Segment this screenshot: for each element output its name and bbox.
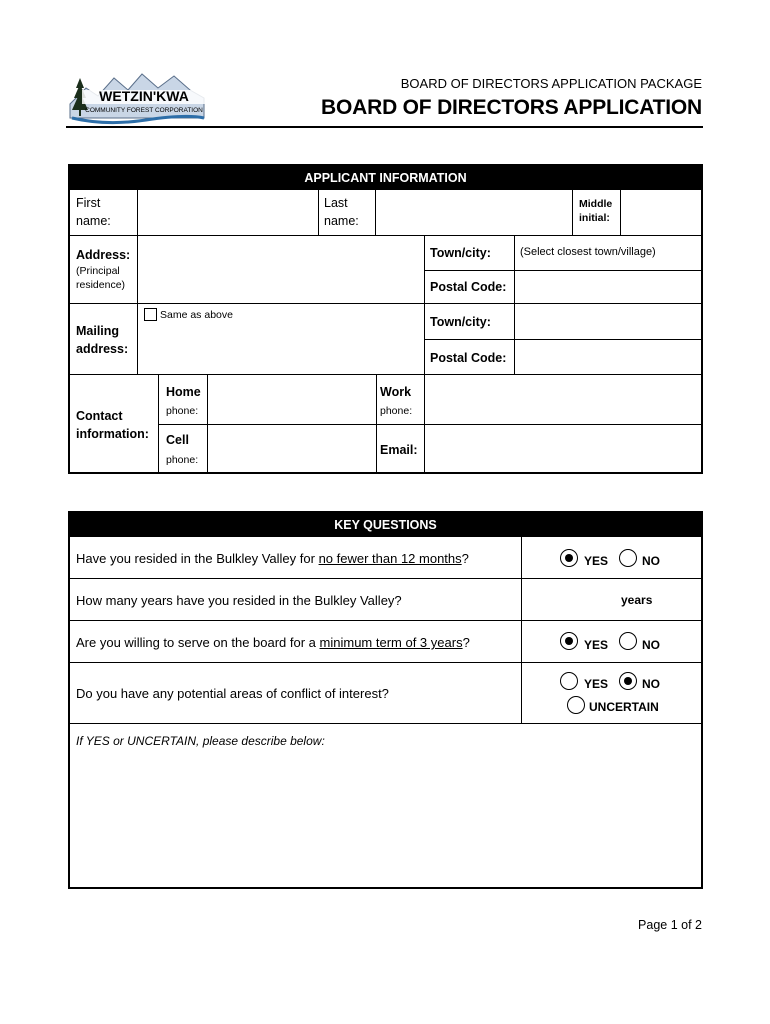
cell-phone-field[interactable] [208, 425, 375, 472]
town-city-label: Town/city: [430, 246, 491, 260]
divider [70, 620, 701, 621]
q1-no-label: NO [642, 554, 660, 568]
logo-subtitle: COMMUNITY FOREST CORPORATION [85, 107, 203, 114]
work-phone-label: Work [380, 385, 412, 399]
q4-no-label: NO [642, 677, 660, 691]
email-field[interactable] [425, 425, 700, 472]
work-phone-field[interactable] [425, 375, 700, 423]
divider [70, 662, 701, 663]
header-rule [66, 126, 703, 128]
q4-uncertain-radio[interactable] [567, 696, 585, 714]
q4-yes-label: YES [584, 677, 609, 691]
home-phone-sub: phone: [166, 405, 199, 417]
work-phone-sub: phone: [380, 405, 413, 417]
q1-yes-label: YES [584, 554, 609, 568]
middle-initial-label: Middle initial: [579, 198, 613, 224]
contact-information-label: Contact information: [76, 409, 149, 441]
divider [70, 723, 701, 724]
middle-initial-field[interactable] [621, 191, 700, 234]
question-conflict-of-interest: Do you have any potential areas of conflict of interest? [76, 686, 389, 701]
question-years-resided: How many years have you resided in the Bulkley Valley? [76, 593, 402, 608]
last-name-field[interactable] [376, 191, 571, 234]
mailing-postal-code-field[interactable] [515, 340, 700, 373]
cell-phone-sub: phone: [166, 454, 199, 466]
mailing-postal-code-label: Postal Code: [430, 351, 507, 365]
section-title-applicant: APPLICANT INFORMATION [70, 166, 701, 190]
divider [521, 537, 522, 723]
years-unit-label: years [621, 593, 653, 607]
same-as-above-checkbox[interactable] [144, 308, 157, 321]
home-phone-field[interactable] [208, 375, 375, 423]
package-title: BOARD OF DIRECTORS APPLICATION PACKAGE [400, 76, 702, 91]
conflict-description-field[interactable] [72, 755, 699, 885]
postal-code-label: Postal Code: [430, 280, 507, 294]
home-phone-label: Home [166, 385, 201, 399]
section-title-key-questions: KEY QUESTIONS [70, 513, 701, 537]
q4-yes-radio[interactable] [560, 672, 578, 690]
form-title: BOARD OF DIRECTORS APPLICATION [321, 96, 702, 119]
wetzinkwa-logo [66, 68, 208, 126]
divider [158, 374, 159, 472]
q4-uncertain-label: UNCERTAIN [589, 700, 659, 714]
question-minimum-term: Are you willing to serve on the board for a minimum term of 3 years? [76, 635, 470, 650]
divider [376, 374, 377, 472]
address-note: (Principal residence) [76, 265, 126, 291]
question-residency-12-months: Have you resided in the Bulkley Valley for no fewer than 12 months? [76, 551, 469, 566]
q4-no-radio[interactable] [619, 672, 637, 690]
describe-instruction: If YES or UNCERTAIN, please describe below: [76, 734, 325, 748]
applicant-information-table [68, 164, 703, 474]
address-field[interactable] [138, 236, 423, 303]
postal-code-field[interactable] [515, 271, 700, 303]
divider [318, 190, 319, 235]
q3-no-label: NO [642, 638, 660, 652]
first-name-field[interactable] [138, 191, 317, 234]
divider [424, 235, 425, 374]
key-questions-table [68, 511, 703, 889]
years-field[interactable] [523, 579, 619, 619]
town-city-select[interactable]: (Select closest town/village) [520, 246, 656, 258]
logo-name: WETZIN'KWA [99, 88, 189, 104]
mailing-town-city-label: Town/city: [430, 315, 491, 329]
address-label: Address: [76, 248, 131, 262]
page-number: Page 1 of 2 [638, 918, 702, 932]
q1-no-radio[interactable] [619, 549, 637, 567]
q3-yes-label: YES [584, 638, 609, 652]
q1-yes-radio[interactable] [560, 549, 578, 567]
mailing-address-label: Mailing address: [76, 324, 129, 356]
mailing-town-city-field[interactable] [515, 304, 700, 338]
first-name-label: First name: [76, 196, 111, 228]
cell-phone-label: Cell [166, 433, 189, 447]
divider [572, 190, 573, 235]
last-name-label: Last name: [324, 196, 359, 228]
q3-no-radio[interactable] [619, 632, 637, 650]
mailing-address-field[interactable] [138, 324, 423, 373]
same-as-above-label: Same as above [160, 309, 233, 321]
email-label: Email: [380, 443, 418, 457]
q3-yes-radio[interactable] [560, 632, 578, 650]
